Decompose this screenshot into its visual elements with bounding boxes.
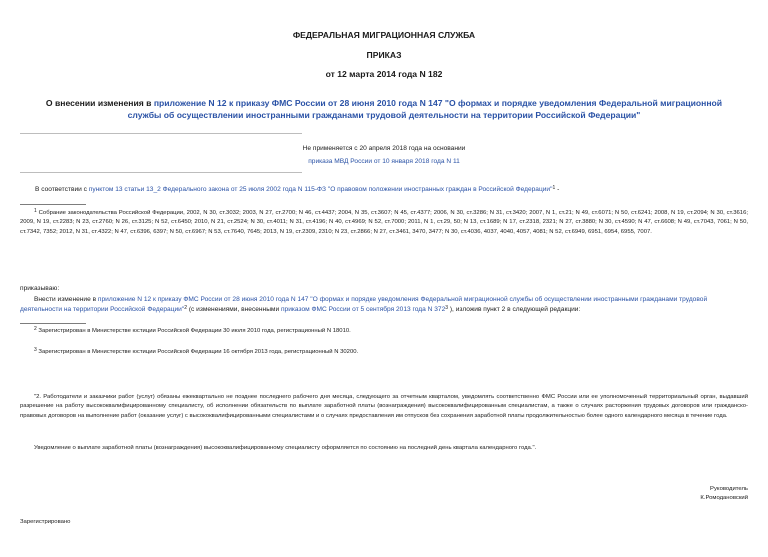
- basis-link[interactable]: пунктом 13 статьи 13_2 Федерального закона от 25 июля 2002 года N 115-ФЗ "О правовом положении иностранных граждан в Российской Федерации": [88, 186, 553, 193]
- status-note-link[interactable]: приказа МВД России от 10 января 2018 года N 11: [308, 157, 460, 165]
- order-suffix: ), изложив пункт 2 в следующей редакции:: [448, 305, 581, 313]
- basis-suffix: -: [555, 186, 560, 193]
- footnote-1: [20, 209, 748, 237]
- footnote-marker[interactable]: 3: [445, 304, 449, 311]
- new-wording-paragraph-2: Уведомление о выплате заработной платы (вознаграждения) высококвалифицированному специалисту оформляется по состоянию на последний день квартала календарного года.".: [34, 445, 537, 451]
- footnote-3-text: Зарегистрирован в Министерстве юстиции Российской Федерации 16 октября 2013 года, регистрационный N 30200.: [38, 349, 359, 355]
- signer-position: Руководитель: [710, 486, 748, 492]
- footnote-2: [34, 327, 754, 336]
- footnote-1-text: Собрание законодательства Российской Федерации, 2002, N 30, ст.3032; 2003, N 27, ст.2700; N 46, ст.4437; 2004, N 35, ст.3607; N 45, ст.4377; 2006, N 30, ст.3286; N 31, ст.3420; 2007, N 1, ст.21; N 49, ст.6071; N 50, ст.6241; 2008, N 19, ст.2094; N 30, ст.3616; 2009, N 19, ст.2283; N 23, ст.2760; N 26, ст.3125; N 52, ст.6450; 2010, N 21, ст.2524; N 30, ст.4011; N 31, ст.4196; N 40, ст.4969; N 52, ст.7000; 2011, N 1, ст.29, 50; N 13, ст.1689; N 17, ст.2318, 2321; N 27, ст.3880; N 30, ст.4590; N 47, ст.6608; N 49, ст.7043, 7061; N 50, ст.7342, 7352; 2012, N 31, ст.4322; N 47, ст.6396, 6397; N 50, ст.6967; N 53, ст.7640, 7645; 2013, N 19, ст.2309, 2310; N 23, ст.2866; N 27, ст.3461, 3470, 3477; N 30, ст.4036, 4037, 4040, 4057, 4081; N 52, ст.6949, 6951, 6954, 6955, 7007.: [20, 210, 748, 235]
- order-middle: (с изменениями, внесенными: [186, 305, 281, 313]
- basis-prefix: В соответствии с: [35, 186, 89, 193]
- document-title: [30, 97, 738, 121]
- signature-block: [700, 485, 748, 504]
- order-prefix: Внести изменение в: [34, 296, 98, 303]
- signer-name: К.Ромодановский: [700, 495, 748, 502]
- footnote-mark: 1: [34, 208, 37, 214]
- footnote-rule: [20, 323, 86, 324]
- order-paragraph: [20, 295, 748, 314]
- order-command: приказываю:: [20, 285, 60, 292]
- order-link-amendment[interactable]: приказом ФМС России от 5 сентября 2013 года N 372: [280, 305, 446, 313]
- registered-label: Зарегистрировано: [20, 519, 71, 525]
- status-note: [0, 144, 768, 166]
- title-link[interactable]: приложение N 12 к приказу ФМС России от 28 июня 2010 года N 147 "О формах и порядке уведомления Федеральной миграционной службы об осуществлении иностранными гражданами трудовой деятельности на территории Российской Федерации": [127, 98, 723, 120]
- legal-basis: [35, 185, 745, 195]
- title-prefix: О внесении изменения в: [45, 98, 154, 108]
- document-type: ПРИКАЗ: [366, 50, 402, 60]
- footnote-mark: 3: [34, 347, 37, 353]
- footnote-2-text: Зарегистрирован в Министерстве юстиции Российской Федерации 30 июля 2010 года, регистрационный N 18010.: [38, 328, 351, 334]
- order-link-appendix[interactable]: приложение N 12 к приказу ФМС России от 28 июня 2010 года N 147 "О формах и порядке уведомления Федеральной миграционной службы об осуществлении иностранными гражданами трудовой деятельности на территории Российской Федерации": [20, 296, 708, 313]
- footnote-rule: [20, 204, 86, 205]
- separator-rule: [20, 133, 302, 134]
- footnote-mark: 2: [34, 326, 37, 332]
- footnote-3: [34, 348, 754, 357]
- footnote-marker[interactable]: 1: [552, 185, 556, 191]
- document-date-number: от 12 марта 2014 года N 182: [325, 69, 443, 79]
- status-note-line1: Не применяется с 20 апреля 2018 года на основании: [302, 145, 466, 152]
- agency-name: ФЕДЕРАЛЬНАЯ МИГРАЦИОННАЯ СЛУЖБА: [292, 30, 476, 40]
- new-wording-paragraph-1: "2. Работодатели и заказчики работ (услуг) обязаны ежеквартально не позднее последнего рабочего дня месяца, следующего за отчетным кварталом, уведомлять соответственно ФМС России или ее уполномоченный территориальный орган, выдавший разрешение на работу высококвалифицированному специалисту, об исполнении обязательств по выплате заработной платы (вознаграждения) высококвалифицированным специалистам, а также о случаях расторжения трудовых договоров или гражданско-правовых договоров на выполнение работ (оказание услуг) с высококвалифицированными специалистами и о случаях предоставления им отпусков без сохранения заработной платы продолжительностью более одного календарного месяца в течение года.: [20, 394, 748, 419]
- footnote-marker[interactable]: 2: [184, 304, 187, 311]
- separator-rule: [20, 172, 302, 173]
